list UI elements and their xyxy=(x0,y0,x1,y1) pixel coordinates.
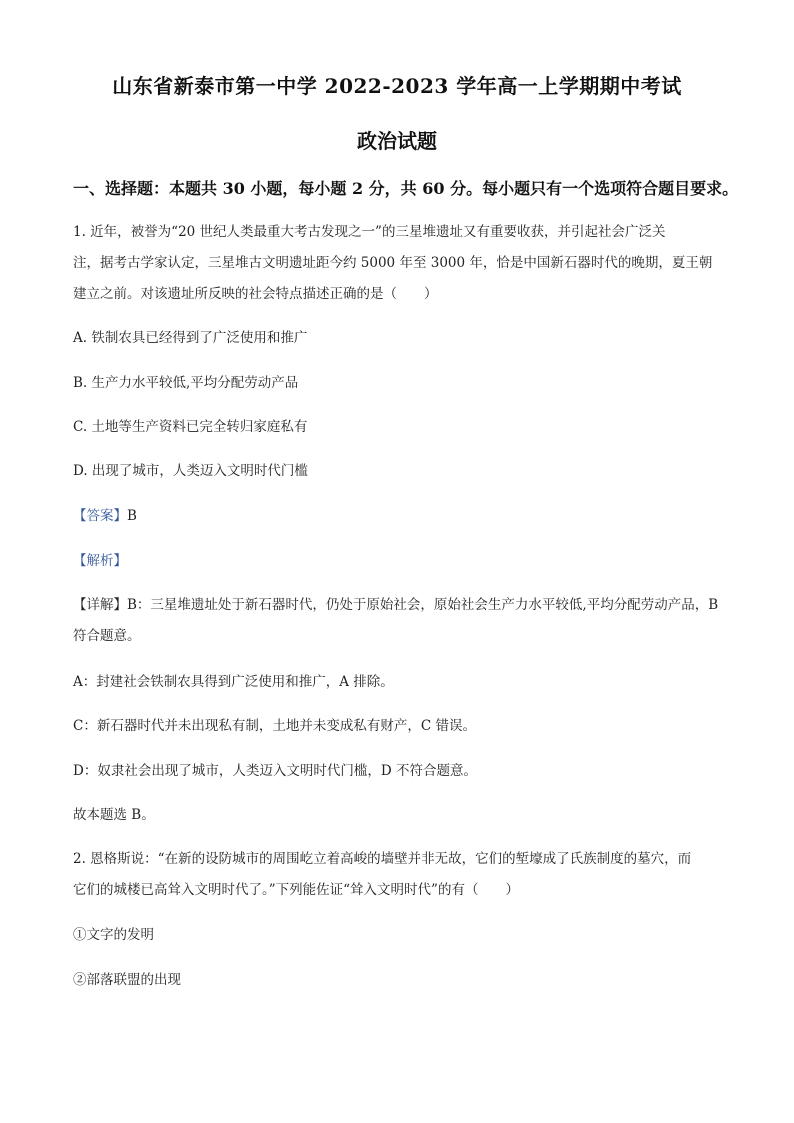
q2-item2: ②部落联盟的出现 xyxy=(73,972,181,988)
q1-option-d: D. 出现了城市，人类迈入文明时代门槛 xyxy=(73,463,308,479)
section-heading: 一、选择题：本题共 30 小题，每小题 2 分，共 60 分。每小题只有一个选项符合题目要求。 xyxy=(73,179,739,198)
q1-stem-line3: 建立之前。对该遗址所反映的社会特点描述正确的是（ ） xyxy=(73,286,438,302)
q1-option-c: C. 土地等生产资料已完全转归家庭私有 xyxy=(73,419,308,435)
analysis-label: 【解析】 xyxy=(73,553,127,569)
q1-detail-line2: 符合题意。 xyxy=(73,628,141,644)
q2-stem-line2: 它们的城楼已高耸入文明时代了。”下列能佐证“耸入文明时代”的有（ ） xyxy=(73,882,519,898)
q2-stem-line1: 2. 恩格斯说：“在新的设防城市的周围屹立着高峻的墙壁并非无故，它们的堑壕成了氏族制度的墓穴，而 xyxy=(73,851,692,867)
q1-explain-a: A：封建社会铁制农具得到广泛使用和推广，A 排除。 xyxy=(73,674,394,690)
q1-analysis xyxy=(73,551,733,571)
document-subtitle: 政治试题 xyxy=(357,129,437,153)
q1-stem-line2: 注，据考古学家认定，三星堆古文明遗址距今约 5000 年至 3000 年，恰是中国新石器时代的晚期，夏王朝 xyxy=(73,255,713,271)
q1-conclusion: 故本题选 B。 xyxy=(73,807,155,823)
q1-option-b: B. 生产力水平较低,平均分配劳动产品 xyxy=(73,375,299,391)
q1-option-a: A. 铁制农具已经得到了广泛使用和推广 xyxy=(73,330,308,346)
detail-text: B：三星堆遗址处于新石器时代，仍处于原始社会，原始社会生产力水平较低,平均分配劳动产品，B xyxy=(127,597,719,613)
q1-explain-c: C：新石器时代并未出现私有制，土地并未变成私有财产，C 错误。 xyxy=(73,718,476,734)
answer-label: 【答案】 xyxy=(73,508,127,524)
q1-stem-line1: 1. 近年，被誉为“20 世纪人类最重大考古发现之一”的三星堆遗址又有重要收获，并引起社会广泛关 xyxy=(73,224,666,240)
answer-value: B xyxy=(127,508,137,524)
detail-label: 【详解】 xyxy=(73,597,127,613)
document-title: 山东省新泰市第一中学 2022-2023 学年高一上学期期中考试 xyxy=(112,74,682,98)
q1-explain-d: D：奴隶社会出现了城市，人类迈入文明时代门槛，D 不符合题意。 xyxy=(73,763,477,779)
q1-detail-line1 xyxy=(73,595,733,615)
q1-answer xyxy=(73,506,733,526)
q2-item1: ①文字的发明 xyxy=(73,927,154,943)
